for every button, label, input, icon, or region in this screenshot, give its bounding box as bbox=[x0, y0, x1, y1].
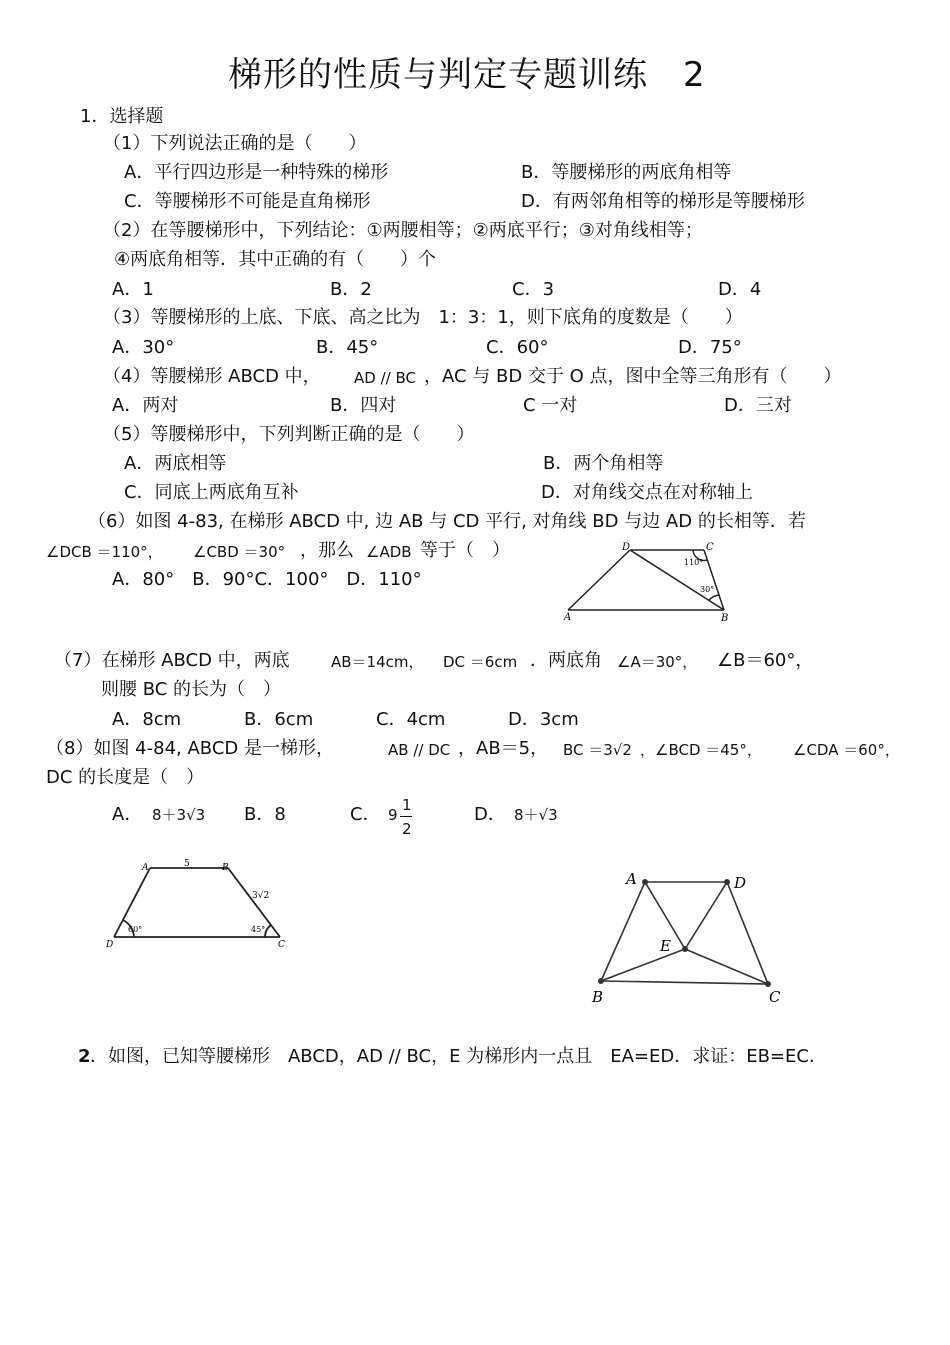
label-bc-length: 3√2 bbox=[252, 891, 270, 901]
q8-angle-bcd: ，∠BCD ＝45°， bbox=[640, 741, 762, 759]
point-b bbox=[598, 978, 604, 984]
q1-option-a: A．平行四边形是一种特殊的梯形 bbox=[124, 162, 389, 183]
q4-parallel: AD // BC bbox=[354, 369, 416, 387]
label-c: C bbox=[278, 940, 285, 950]
q8-ab: ，AB＝5， bbox=[458, 738, 549, 759]
q4-option-c: C 一对 bbox=[523, 395, 578, 416]
label-e: E bbox=[660, 937, 671, 955]
q6-stem-line3: 等于（ ） bbox=[420, 540, 510, 561]
figure-4-83 bbox=[560, 540, 740, 626]
label-c: C bbox=[769, 988, 781, 1006]
label-b: B bbox=[592, 988, 604, 1006]
q7-angle-a: ∠A＝30°， bbox=[617, 653, 698, 671]
q7-stem-line2: 则腰 BC 的长为（ ） bbox=[101, 679, 282, 700]
label-a: A bbox=[626, 870, 637, 888]
q1-option-b: B．等腰梯形的两底角相等 bbox=[521, 162, 732, 183]
label-b: B bbox=[721, 613, 729, 624]
problem-2-number: 2 bbox=[78, 1046, 91, 1067]
page-title: 梯形的性质与判定专题训练 2 bbox=[228, 55, 706, 95]
label-a: A bbox=[142, 863, 149, 873]
q5-stem: （5）等腰梯形中，下列判断正确的是（ ） bbox=[103, 424, 475, 445]
label-c: C bbox=[706, 542, 714, 553]
q6-angle-dcb: ∠DCB ＝110°， bbox=[46, 543, 163, 561]
q4-option-b: B．四对 bbox=[330, 395, 397, 416]
q8-option-a-label: A． bbox=[112, 804, 143, 825]
q2-option-c: C．3 bbox=[512, 279, 555, 300]
q7-angle-b: ∠B＝60°， bbox=[717, 650, 814, 671]
angle-b-label: 30° bbox=[700, 585, 715, 594]
q6-stem-line2: ，那么 bbox=[300, 540, 354, 561]
segment-de bbox=[685, 882, 727, 949]
q7-option-d: D．3cm bbox=[508, 709, 579, 730]
q7-ab: AB＝14cm， bbox=[331, 653, 424, 671]
q3-option-c: C．60° bbox=[486, 337, 549, 358]
q3-option-d: D．75° bbox=[678, 337, 742, 358]
side-ad bbox=[568, 550, 630, 610]
label-d: D bbox=[734, 874, 747, 892]
label-a: A bbox=[564, 612, 572, 623]
q7-option-b: B．6cm bbox=[244, 709, 314, 730]
q7-stem-b: ．两底角 bbox=[530, 650, 602, 671]
q2-option-a: A．1 bbox=[112, 279, 154, 300]
q5-option-a: A．两底相等 bbox=[124, 453, 227, 474]
angle-arc-b bbox=[709, 595, 719, 600]
figure-problem-2 bbox=[585, 865, 795, 1010]
diagonal-bd bbox=[630, 550, 724, 610]
q5-option-c: C．同底上两底角互补 bbox=[124, 482, 299, 503]
q6-angle-cbd: ∠CBD ＝30° bbox=[193, 543, 286, 561]
point-a bbox=[642, 879, 648, 885]
fraction-bar bbox=[400, 816, 412, 817]
q8-option-d-value: 8＋√3 bbox=[514, 806, 558, 824]
q8-stem-a: （8）如图 4-84, ABCD 是一梯形， bbox=[46, 738, 334, 759]
problem-2-stem: ．如图，已知等腰梯形 ABCD，AD // BC，E 为梯形内一点且 EA=ED．求证：EB=EC． bbox=[90, 1046, 827, 1067]
label-angle-c: 45° bbox=[251, 925, 266, 934]
side-cb bbox=[601, 981, 768, 984]
q7-option-c: C．4cm bbox=[376, 709, 446, 730]
q8-option-c-denominator: 2 bbox=[402, 820, 412, 838]
q8-angle-cda: ∠CDA ＝60°， bbox=[793, 741, 900, 759]
label-angle-d: 60° bbox=[128, 925, 143, 934]
q8-bc: BC ＝3√2 bbox=[563, 741, 632, 759]
q7-option-a: A．8cm bbox=[112, 709, 182, 730]
q1-option-c: C．等腰梯形不可能是直角梯形 bbox=[124, 191, 371, 212]
q8-option-c-numerator: 1 bbox=[402, 796, 412, 814]
side-cb bbox=[704, 550, 724, 610]
q8-option-b: B．8 bbox=[244, 804, 286, 825]
q8-parallel: AB // DC bbox=[388, 741, 451, 759]
label-ab-length: 5 bbox=[184, 859, 190, 869]
q8-option-c-whole: 9 bbox=[388, 806, 398, 824]
point-c bbox=[765, 981, 771, 987]
q4-option-d: D．三对 bbox=[724, 395, 792, 416]
q2-stem-line1: （2）在等腰梯形中，下列结论：①两腰相等；②两底平行；③对角线相等； bbox=[103, 220, 703, 241]
q7-stem-a: （7）在梯形 ABCD 中，两底 bbox=[54, 650, 290, 671]
label-b: B bbox=[222, 863, 229, 873]
q4-stem-a: （4）等腰梯形 ABCD 中， bbox=[103, 366, 321, 387]
q1-option-d: D．有两邻角相等的梯形是等腰梯形 bbox=[521, 191, 805, 212]
q7-dc: DC ＝6cm bbox=[443, 653, 518, 671]
angle-arc-c bbox=[265, 925, 271, 937]
section-heading: 1．选择题 bbox=[80, 106, 164, 127]
point-d bbox=[724, 879, 730, 885]
label-d: D bbox=[106, 940, 114, 950]
q5-option-d: D．对角线交点在对称轴上 bbox=[541, 482, 753, 503]
q3-stem: （3）等腰梯形的上底、下底、高之比为 1：3：1，则下底角的度数是（ ） bbox=[103, 307, 743, 328]
q2-option-d: D．4 bbox=[718, 279, 762, 300]
q3-option-a: A．30° bbox=[112, 337, 175, 358]
q8-option-d-label: D． bbox=[474, 804, 506, 825]
q5-option-b: B．两个角相等 bbox=[543, 453, 664, 474]
q8-option-a-value: 8＋3√3 bbox=[152, 806, 206, 824]
q1-stem: （1）下列说法正确的是（ ） bbox=[103, 133, 367, 154]
q6-angle-adb: ∠ADB bbox=[366, 543, 412, 561]
q2-stem-line2: ④两底角相等．其中正确的有（ ）个 bbox=[114, 249, 437, 270]
q3-option-b: B．45° bbox=[316, 337, 379, 358]
q6-stem-line1: （6）如图 4-83, 在梯形 ABCD 中, 边 AB 与 CD 平行, 对角线 BD 与边 AD 的长相等．若 bbox=[88, 511, 806, 532]
figure-4-84 bbox=[100, 855, 300, 955]
q2-option-b: B．2 bbox=[330, 279, 372, 300]
q4-stem-b: ，AC 与 BD 交于 O 点，图中全等三角形有（ ） bbox=[424, 366, 842, 387]
q6-options: A．80° B．90°C．100° D．110° bbox=[112, 569, 422, 590]
q4-option-a: A．两对 bbox=[112, 395, 179, 416]
q8-option-c-label: C． bbox=[350, 804, 381, 825]
q8-stem-line2: DC 的长度是（ ） bbox=[46, 767, 205, 788]
point-e bbox=[682, 946, 688, 952]
label-d: D bbox=[622, 542, 631, 553]
angle-c-label: 110° bbox=[684, 558, 704, 567]
